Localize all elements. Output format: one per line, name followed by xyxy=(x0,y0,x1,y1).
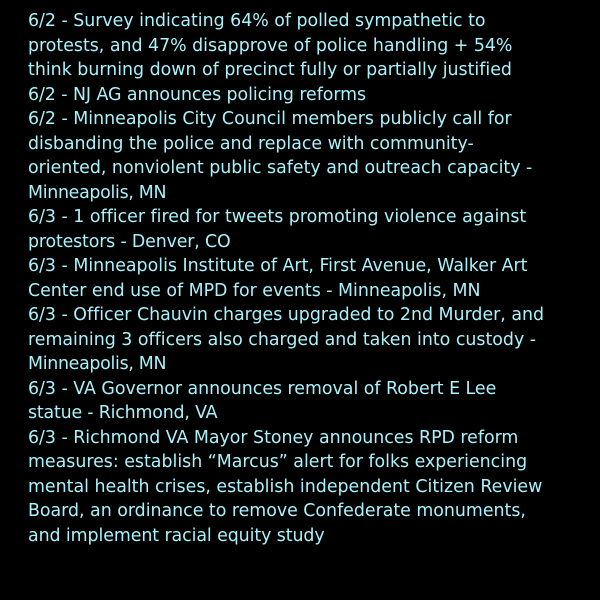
timeline-line: and implement racial equity study xyxy=(28,525,325,546)
timeline-line: 6/2 - Minneapolis City Council members publicly call for xyxy=(28,109,512,129)
timeline-line: protests, and 47% disapprove of police handling + 54% xyxy=(28,35,513,56)
timeline-line: 6/3 - Minneapolis Institute of Art, First Avenue, Walker Art xyxy=(28,256,528,276)
timeline-line: 6/2 - Survey indicating 64% of polled sympathetic to xyxy=(28,11,486,31)
timeline-line: protestors - Denver, CO xyxy=(28,231,231,252)
timeline-line: think burning down of precinct fully or partially justified xyxy=(28,60,512,80)
timeline-line: 6/3 - Richmond VA Mayor Stoney announces RPD reform xyxy=(28,427,519,448)
timeline-line: measures: establish “Marcus” alert for folks experiencing xyxy=(28,452,528,472)
timeline-line: Minneapolis, MN xyxy=(28,354,167,374)
timeline-line: mental health crises, establish independent Citizen Review xyxy=(28,476,543,497)
timeline-line: disbanding the police and replace with community- xyxy=(28,133,474,154)
timeline-line: statue - Richmond, VA xyxy=(28,403,218,423)
timeline-line: 6/3 - 1 officer fired for tweets promoting violence against xyxy=(28,207,527,227)
timeline-line: Board, an ordinance to remove Confederate monuments, xyxy=(28,501,526,521)
timeline-line: 6/3 - VA Governor announces removal of Robert E Lee xyxy=(28,378,497,399)
timeline-line: remaining 3 officers also charged and taken into custody - xyxy=(28,329,537,350)
timeline-line: 6/3 - Officer Chauvin charges upgraded to 2nd Murder, and xyxy=(28,305,545,325)
timeline-line: oriented, nonviolent public safety and outreach capacity - xyxy=(28,158,533,178)
timeline-line: Minneapolis, MN xyxy=(28,182,167,203)
timeline-line: Center end use of MPD for events - Minneapolis, MN xyxy=(28,280,481,301)
timeline-line: 6/2 - NJ AG announces policing reforms xyxy=(28,84,367,105)
timeline-text xyxy=(28,9,572,548)
